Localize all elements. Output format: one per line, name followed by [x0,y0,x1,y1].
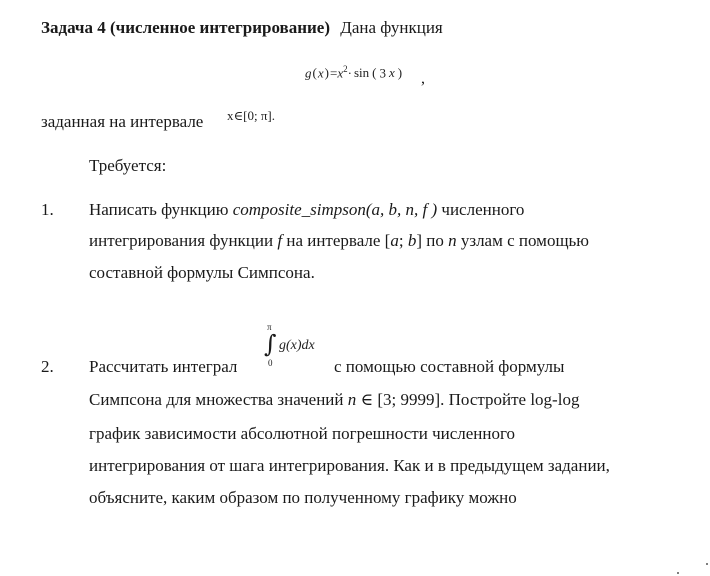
formula-var: x [337,65,344,81]
item-number: 1. [41,200,54,219]
required-label: Требуется: [89,156,167,175]
formula-equals: = [329,65,338,81]
item2-line2 [89,390,579,410]
item2-line3: график зависимости абсолютной погрешности численного [89,424,516,443]
formula-dot: · [347,65,352,81]
item2-var: n [347,390,357,409]
formula-exponent: 2 [343,64,348,74]
integral-sign: ∫ [264,330,277,358]
formula-trailing-comma: , [421,70,425,87]
integrand: g(x)dx [279,338,315,353]
interval-formula: x∈[0; π]. [227,108,275,123]
item1-text: узлам с помощью [456,231,589,250]
integral-upper-limit: π [267,322,272,332]
interval-text: заданная на интервале [41,112,204,131]
item1-text: ; [398,231,408,250]
intro-text: Дана функция [340,18,443,37]
item1-text: на интервале [ [282,231,391,250]
integral-lower-limit: 0 [268,358,273,368]
formula-var: x [388,65,395,81]
item1-line2 [89,231,589,251]
formula-paren: ( [372,65,377,81]
item2-text: Симпсона для множества значений [89,390,348,409]
formula-paren: ) [397,65,403,81]
formula-sin: sin [353,65,370,81]
item1-var: a [390,231,399,250]
item2-text: ∈ [3; 9999]. Постройте log-log [356,390,580,409]
item1-line1 [89,200,524,220]
formula-coef: 3 [379,65,386,81]
item-number: 2. [41,357,54,376]
formula-var: x [317,65,324,81]
formula-func-name: g [305,65,312,81]
corner-mark [677,572,679,574]
item1-line3: составной формулы Симпсона. [89,263,315,282]
item2-line5: объясните, каким образом по полученному графику можно [89,488,517,507]
function-formula [305,64,402,81]
function-signature: composite_simpson(a, b, n, f ) [232,200,438,219]
item1-var: b [407,231,417,250]
item2-line4: интегрирования от шага интегрирования. Как и в предыдущем задании, [89,456,610,475]
item1-var: f [277,231,283,250]
formula-paren: ) [324,65,329,81]
item1-var: n [448,231,457,250]
item1-text: численного [437,200,525,219]
item1-text: ] по [416,231,449,250]
item1-text: Написать функцию [89,200,233,219]
corner-mark [706,563,708,565]
item2-line1-post: с помощью составной формулы [334,357,565,376]
task-title: Задача 4 (численное интегрирование) [41,18,330,37]
header-line [41,18,443,38]
item1-text: интегрирования функции [89,231,278,250]
formula-paren: ( [312,65,317,81]
item2-line1-pre: Рассчитать интеграл [89,357,238,376]
